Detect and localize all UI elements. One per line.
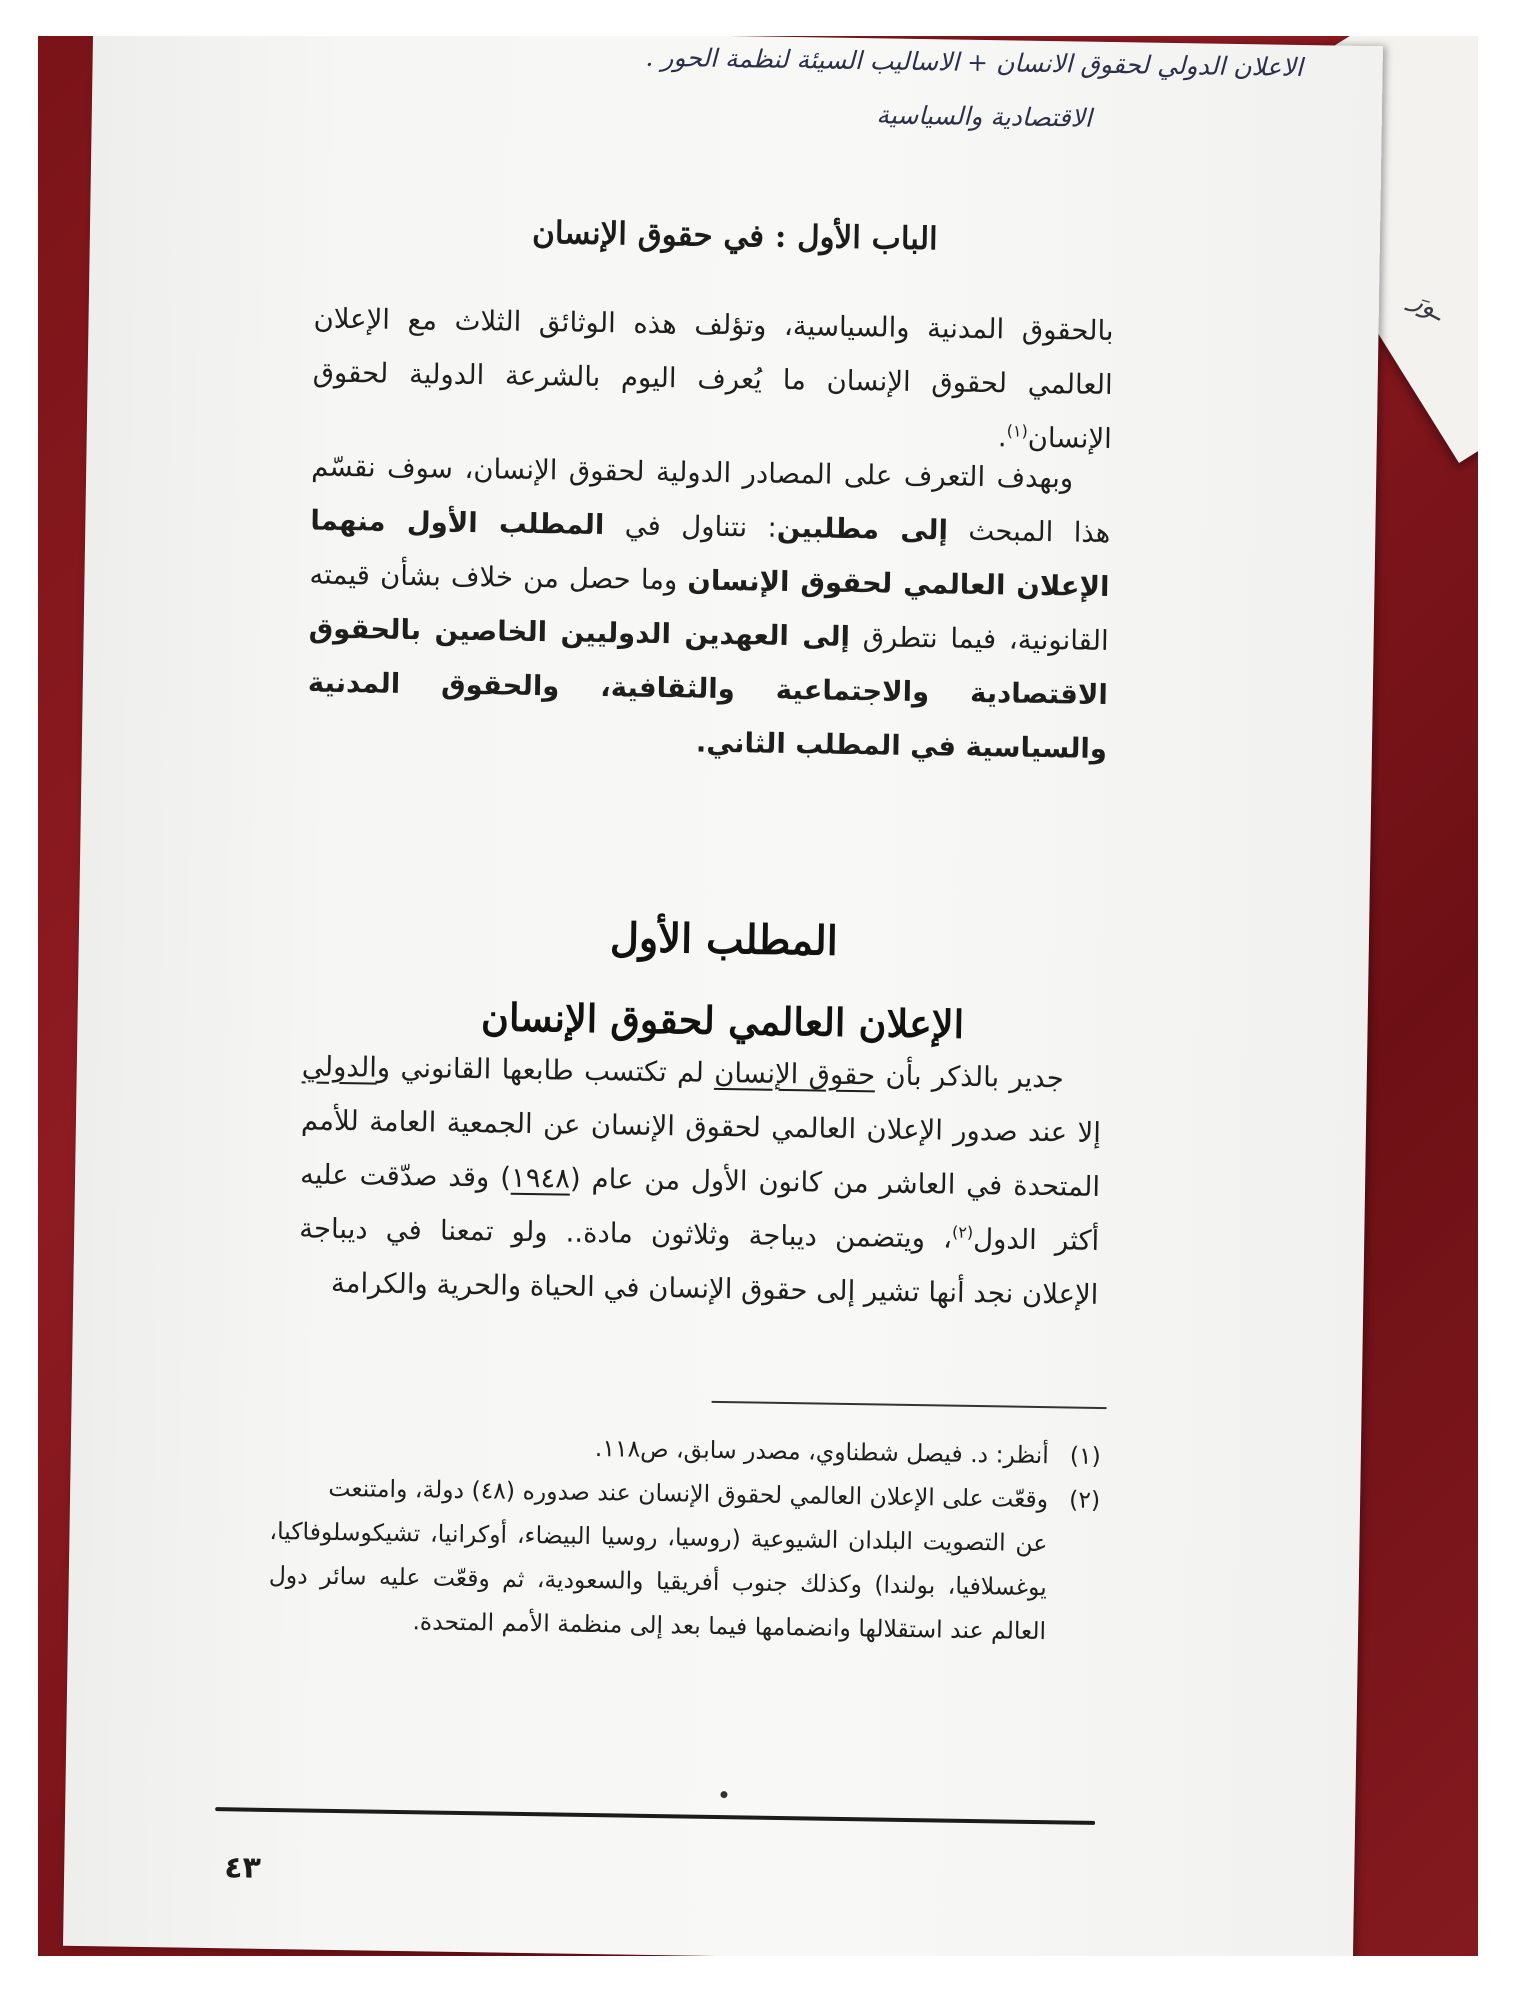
intro-p2-bold3: إلى العهدين الدوليين الخاصين بالحقوق الاقتصادية والاجتماعية والثقافية، والحقوق المدنية والسياسية في المطلب الثاني.	[307, 612, 1109, 765]
section-part2: لم تكتسب طابعها القانوني و	[376, 1051, 715, 1089]
section-underlined-2: الدولي	[301, 1050, 378, 1084]
footnote-text: أنظر: د. فيصل شطناوي، مصدر سابق، ص١١٨.	[594, 1434, 1050, 1470]
intro-p2-part1: وبهدف التعرف على المصادر الدولية لحقوق الإنسان، سوف نقسّم هذا المبحث	[311, 450, 1111, 550]
footnote-ref-2: (٢)	[951, 1222, 974, 1242]
paragraph-indent	[1073, 487, 1111, 488]
handwritten-note-line-1: الاعلان الدولي لحقوق الانسان + الاساليب السيئة لنظمة الحور .	[645, 42, 1303, 82]
book-page	[63, 36, 1383, 1956]
ornament-dot	[720, 1791, 727, 1798]
intro-p2-part2: : نتناول في	[604, 509, 778, 544]
photo-background	[38, 36, 1478, 1956]
intro-paragraph-1	[311, 291, 1113, 466]
paragraph-indent	[1064, 1087, 1102, 1088]
intro-p2-part3: وما حصل من خلاف بشأن قيمته القانونية، فيما نتطرق	[309, 558, 1109, 658]
handwritten-note-line-2: الاقتصادية والسياسية	[876, 100, 1093, 133]
section-part5: ، ويتضمن ديباجة وثلاثون مادة.. ولو تمعنا في ديباجة الإعلان نجد أنها تشير إلى حقوق الإنسان في الحياة والحرية والكرامة	[299, 1212, 1099, 1311]
footnote-text: وقعّت على الإعلان العالمي لحقوق الإنسان عند صدوره (٤٨) دولة، وامتنعت	[328, 1473, 1049, 1514]
intro-paragraph-1-end: .	[997, 421, 1007, 454]
section-underlined-year: ١٩٤٨	[510, 1161, 571, 1195]
section-part1: جدير بالذكر بأن	[874, 1059, 1065, 1095]
intro-paragraph-1-text: بالحقوق المدنية والسياسية، وتؤلف هذه الوثائق الثلاث مع الإعلان العالمي لحقوق الإنسان ما يُعرف اليوم بالشرعة الدولية لحقوق الإنسان	[312, 302, 1114, 456]
section-subheading: الإعلان العالمي لحقوق الإنسان	[480, 994, 965, 1047]
footnote-ref-1: (١)	[1006, 421, 1028, 441]
page-number: ٤٣	[223, 1850, 262, 1886]
footnote-separator	[712, 1401, 1107, 1409]
footnotes	[268, 1421, 1101, 1654]
intro-paragraph-2	[307, 439, 1112, 776]
bottom-rule	[215, 1807, 1095, 1825]
section-underlined-1: حقوق الإنسان	[713, 1056, 876, 1092]
section-part3: إلا عند صدور الإعلان العالمي لحقوق الإنسان عن الجمعية العامة للأمم المتحدة في العاشر من كانون الأول من عام (	[300, 1104, 1102, 1203]
adjacent-sheet-text: ـورَ	[1405, 284, 1450, 327]
intro-p2-bold1: إلى مطلبين	[776, 511, 949, 547]
footnote-2-continuation: عن التصويت البلدان الشيوعية (روسيا، روسيا البيضاء، أوكرانيا، تشيكوسلوفاكيا، يوغسلافيا، بولندا) وكذلك جنوب أفريقيا والسعودية، ثم وقعّت عليه سائر دول العالم عند استقلالها وانضمامها فيما بعد إلى منظمة الأمم المتحدة.	[268, 1516, 1048, 1646]
section-paragraph	[298, 1039, 1102, 1322]
section-part4: ) وقد صدّقت عليه أكثر الدول	[299, 1158, 1100, 1257]
running-head: الباب الأول : في حقوق الإنسان	[531, 214, 938, 258]
footnote-number: (١)	[1069, 1441, 1102, 1470]
section-heading: المطلب الأول	[609, 914, 839, 965]
intro-p2-bold2: المطلب الأول منهما الإعلان العالمي لحقوق الإنسان	[310, 504, 1110, 604]
footnote-number: (٢)	[1068, 1485, 1101, 1514]
